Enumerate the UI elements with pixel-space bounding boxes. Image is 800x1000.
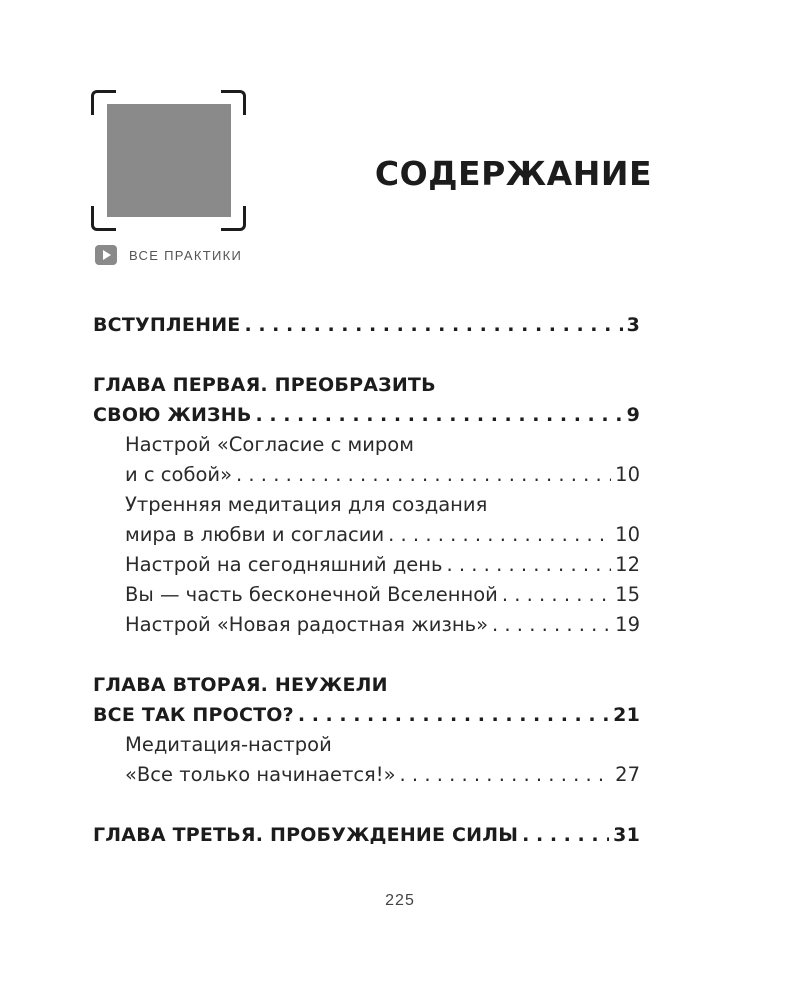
qr-code-placeholder[interactable] xyxy=(107,104,231,217)
table-of-contents xyxy=(93,310,640,850)
play-icon xyxy=(95,245,117,265)
toc-entry-label: Медитация-настрой xyxy=(125,733,332,756)
toc-entry-label: ВСТУПЛЕНИЕ xyxy=(93,314,241,336)
toc-sub-entry-cont[interactable] xyxy=(93,520,640,550)
toc-page-number: 3 xyxy=(626,314,640,336)
qr-code-frame[interactable] xyxy=(91,90,246,231)
toc-page-number: 31 xyxy=(613,824,640,846)
toc-chapter-2-title[interactable] xyxy=(93,670,640,700)
dot-leader xyxy=(492,610,611,640)
toc-entry-label: ГЛАВА ТРЕТЬЯ. ПРОБУЖДЕНИЕ СИЛЫ xyxy=(93,824,519,846)
page-number: 225 xyxy=(385,892,415,909)
toc-page-number: 12 xyxy=(615,553,640,576)
toc-sub-entry[interactable] xyxy=(93,490,640,520)
toc-page-number: 10 xyxy=(615,463,640,486)
toc-entry-label: «Все только начинается!» xyxy=(125,763,396,786)
toc-entry-label: Настрой на сегодняшний день xyxy=(125,553,443,576)
all-practices-label: ВСЕ ПРАКТИКИ xyxy=(129,247,243,263)
toc-sub-entry[interactable] xyxy=(93,730,640,760)
toc-sub-entry[interactable] xyxy=(93,610,640,640)
toc-page-number: 19 xyxy=(615,613,640,636)
dot-leader xyxy=(298,700,609,730)
toc-entry-label: Настрой «Согласие с миром xyxy=(125,433,414,456)
dot-leader xyxy=(236,460,611,490)
toc-chapter-1-title[interactable] xyxy=(93,370,640,400)
toc-entry-label: ГЛАВА ВТОРАЯ. НЕУЖЕЛИ xyxy=(93,674,388,696)
toc-chapter-3-title[interactable] xyxy=(93,820,640,850)
toc-sub-entry-cont[interactable] xyxy=(93,460,640,490)
toc-entry-label: ГЛАВА ПЕРВАЯ. ПРЕОБРАЗИТЬ xyxy=(93,374,436,396)
toc-page-number: 27 xyxy=(615,763,640,786)
toc-page-number: 9 xyxy=(626,404,640,426)
dot-leader xyxy=(446,550,611,580)
toc-page-number: 21 xyxy=(613,704,640,726)
toc-entry-label: Утренняя медитация для создания xyxy=(125,493,488,516)
toc-entry-label: СВОЮ ЖИЗНЬ xyxy=(93,404,252,426)
page-title: СОДЕРЖАНИЕ xyxy=(374,154,652,193)
toc-entry-label: Вы — часть бесконечной Вселенной xyxy=(125,583,498,606)
toc-sub-entry[interactable] xyxy=(93,580,640,610)
dot-leader xyxy=(522,820,609,850)
dot-leader xyxy=(502,580,611,610)
toc-page-number: 10 xyxy=(615,523,640,546)
dot-leader xyxy=(388,520,611,550)
toc-page-number: 15 xyxy=(615,583,640,606)
toc-entry-intro[interactable] xyxy=(93,310,640,340)
dot-leader xyxy=(400,760,612,790)
toc-entry-label: Настрой «Новая радостная жизнь» xyxy=(125,613,488,636)
toc-entry-label: ВСЕ ТАК ПРОСТО? xyxy=(93,704,294,726)
toc-entry-label: мира в любви и согласии xyxy=(125,523,385,546)
toc-sub-entry[interactable] xyxy=(93,550,640,580)
toc-sub-entry-cont[interactable] xyxy=(93,760,640,790)
toc-chapter-1-title-cont[interactable] xyxy=(93,400,640,430)
all-practices-link[interactable] xyxy=(95,245,242,265)
toc-chapter-2-title-cont[interactable] xyxy=(93,700,640,730)
dot-leader xyxy=(244,310,622,340)
toc-sub-entry[interactable] xyxy=(93,430,640,460)
toc-entry-label: и с собой» xyxy=(125,463,233,486)
dot-leader xyxy=(256,400,623,430)
